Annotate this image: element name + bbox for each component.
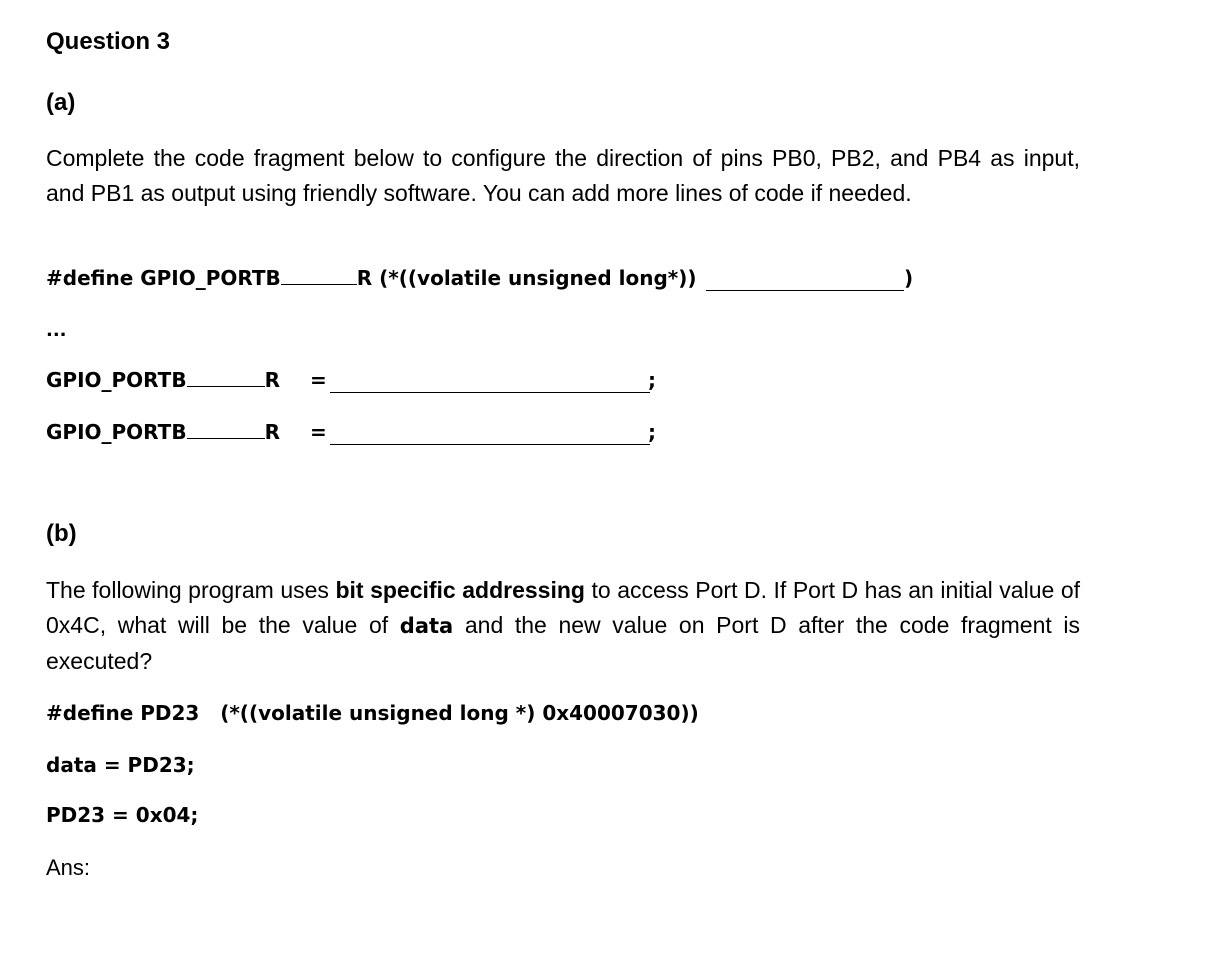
line1-register-blank[interactable] — [187, 385, 265, 387]
line2-value-blank[interactable] — [330, 444, 650, 445]
para-b-mid: to access Port D. If Port D has an initial value of 0x4C, what will be the value of — [46, 577, 1080, 638]
line2-eq: = — [310, 420, 327, 444]
define-line-b: #define PD23 (*((volatile unsigned long *) 0x40007030)) — [46, 701, 699, 725]
code-line-2 — [46, 420, 280, 444]
para-b-end: and the new value on Port D after the code fragment is executed? — [46, 612, 1081, 674]
para-b-start: The following program uses — [46, 577, 336, 603]
code-line-b2: PD23 = 0x04; — [46, 803, 199, 827]
question-title: Question 3 — [46, 28, 171, 55]
part-b-paragraph — [46, 573, 1080, 679]
define-suffix: ) — [904, 266, 914, 290]
line1-mid: R — [264, 368, 280, 392]
line1-eq: = — [310, 368, 327, 392]
part-b-label: (b) — [46, 520, 77, 547]
line1-prefix: GPIO_PORTB — [46, 368, 187, 392]
address-blank[interactable] — [706, 290, 904, 291]
define-prefix: #define GPIO_PORTB — [46, 266, 281, 290]
answer-label: Ans: — [46, 855, 91, 880]
part-a-label: (a) — [46, 89, 76, 116]
line1-end: ; — [648, 368, 656, 392]
code-line-1 — [46, 368, 280, 392]
define-line-a — [46, 266, 697, 290]
define-middle: R (*((volatile unsigned long*)) — [356, 266, 697, 290]
line2-prefix: GPIO_PORTB — [46, 420, 187, 444]
code-line-b1: data = PD23; — [46, 753, 195, 777]
register-name-blank[interactable] — [281, 283, 357, 285]
line1-value-blank[interactable] — [330, 392, 650, 393]
part-a-paragraph: Complete the code fragment below to configure the direction of pins PB0, PB2, and PB4 as input, and PB1 as output using friendly software. You can add more lines of code if needed. — [46, 145, 1080, 206]
line2-register-blank[interactable] — [187, 437, 265, 439]
para-b-code: data — [399, 614, 454, 638]
line2-end: ; — [648, 420, 656, 444]
ellipsis: ... — [46, 320, 67, 341]
line2-mid: R — [264, 420, 280, 444]
para-b-bold: bit specific addressing — [335, 577, 585, 603]
